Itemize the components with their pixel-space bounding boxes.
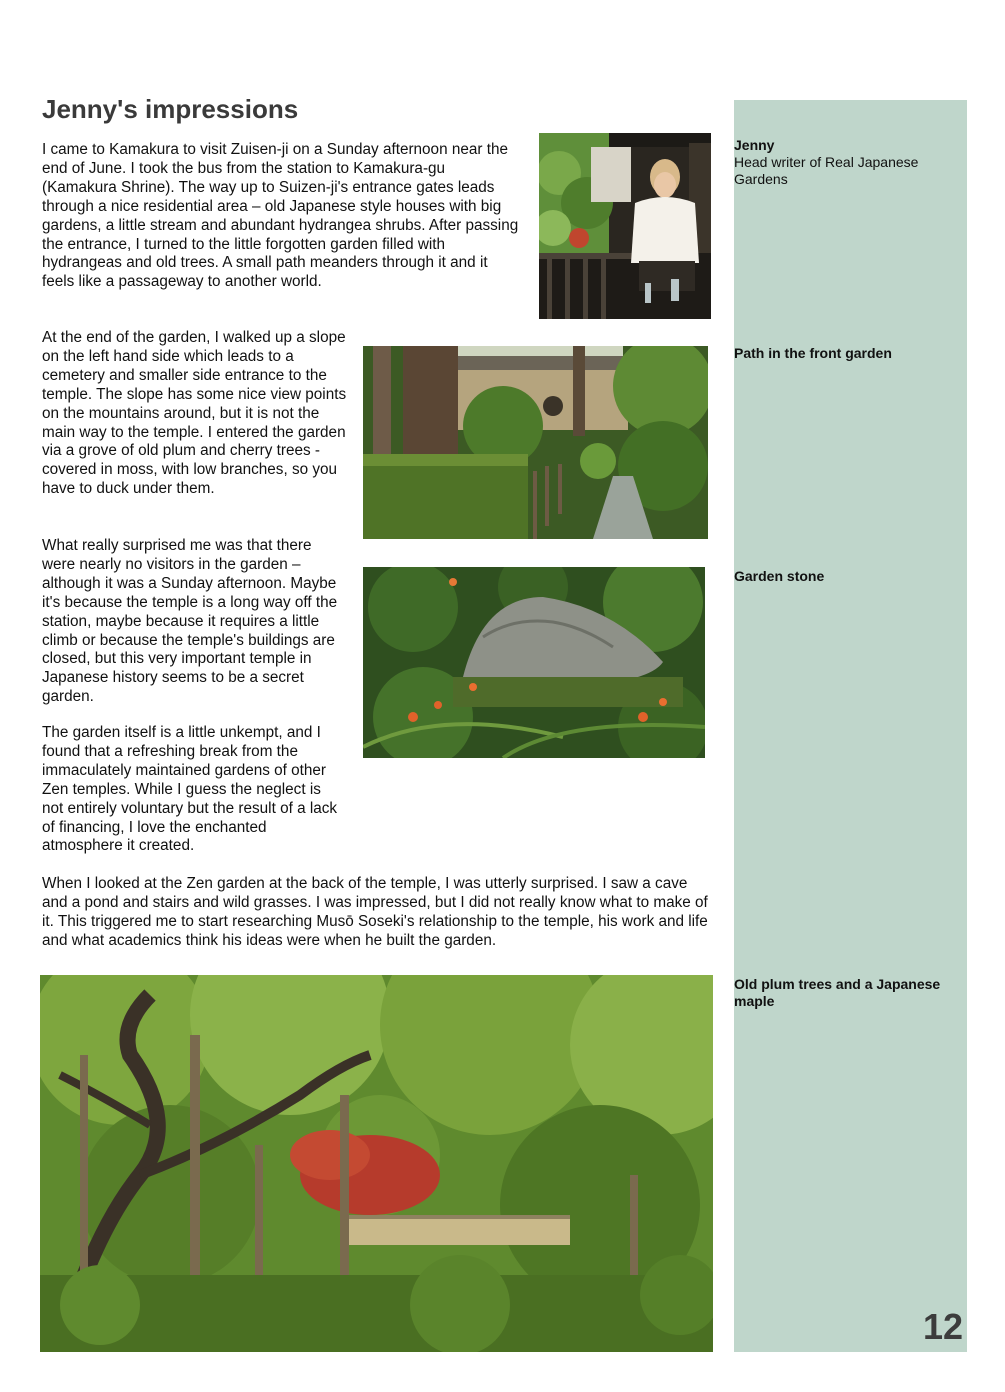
paragraph-1: I came to Kamakura to visit Zuisen-ji on a Sunday afternoon near the end of June. I took the bus from the station to Kamakura-gu (Kamakura Shrine). The way up to Suizen-ji's entrance gates leads through a nice residential area – old Japanese style houses with big gardens, a little stream and abundant hydrangea shrubs. After passing the entrance, I turned to the little forgotten garden filled with hydrangeas and old trees. A small path meanders through it and it feels like a passageway to another world. — [42, 141, 519, 291]
caption-stone — [734, 568, 959, 585]
author-role: Head writer of Real Japanese Gardens — [734, 154, 919, 187]
paragraph-2: At the end of the garden, I walked up a slope on the left hand side which leads to a cemetery and smaller side entrance to the temple. The slope has some nice view points on the mountains around, but it is not the main way to the temple. I entered the garden via a grove of old plum and cherry trees - covered in moss, with low branches, so you have to duck under them. — [42, 329, 347, 498]
caption-stone-text: Garden stone — [734, 568, 825, 584]
caption-sidebar — [734, 100, 967, 1352]
author-name: Jenny — [734, 137, 775, 153]
author-caption — [734, 137, 959, 188]
paragraph-4: The garden itself is a little unkempt, and I found that a refreshing break from the immaculately maintained gardens of other Zen temples. While I guess the neglect is not entirely voluntary but the result of a lack of financing, I love the enchanted atmosphere it created. — [42, 724, 338, 855]
photo-plum-trees — [40, 975, 713, 1352]
photo-garden-stone — [363, 567, 705, 758]
caption-plum-text: Old plum trees and a Japanese maple — [734, 976, 941, 1009]
photo-jenny — [539, 133, 711, 319]
photo-garden-path — [363, 346, 708, 539]
caption-plum — [734, 976, 959, 1010]
paragraph-5: When I looked at the Zen garden at the back of the temple, I was utterly surprised. I saw a cave and a pond and stairs and wild grasses. I was impressed, but I did not really know what to make of it. This triggered me to start researching Musō Soseki's relationship to the temple, his work and life and what academics think his ideas were when he built the garden. — [42, 875, 708, 949]
paragraph-3: What really surprised me was that there were nearly no visitors in the garden – although it was a Sunday afternoon. Maybe it's because the temple is a long way off the station, maybe because it requires a little climb or because the temple's buildings are closed, but this very important temple in Japanese history seems to be a secret garden. — [42, 537, 338, 706]
caption-path-text: Path in the front garden — [734, 345, 892, 361]
caption-path — [734, 345, 959, 362]
page-title: Jenny's impressions — [42, 94, 299, 124]
page-number: 12 — [922, 1306, 963, 1347]
